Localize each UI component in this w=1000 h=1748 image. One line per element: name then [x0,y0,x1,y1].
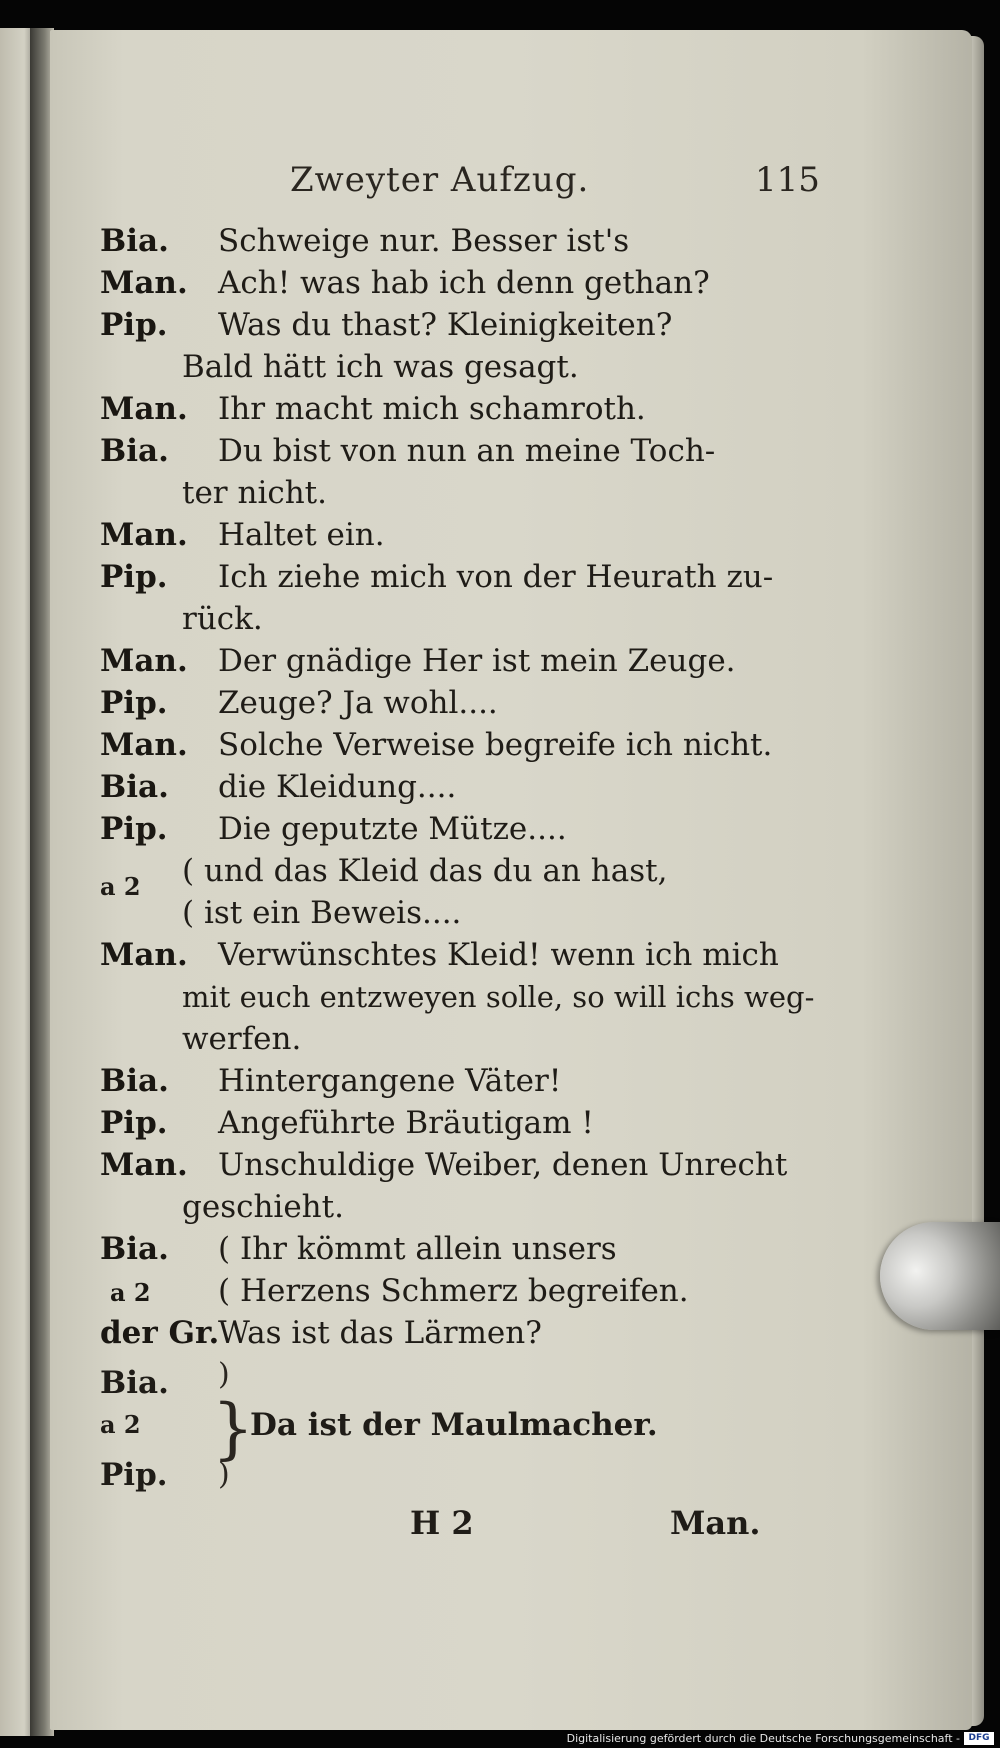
line-text: mit euch entzweyen solle, so will ichs weg- [182,980,815,1014]
line-text: Was ist das Lärmen? [218,1315,542,1351]
duet-line [100,1228,820,1270]
speaker: Bia. [100,1365,169,1401]
bracket-mark: ) [218,1457,230,1492]
speaker: Man. [100,727,188,763]
line-text: Zeuge? Ja wohl.... [218,685,498,721]
dialogue-continuation [100,1018,820,1060]
running-head [100,150,820,220]
line-text: Solche Verweise begreife ich nicht. [218,727,773,763]
speaker: Man. [100,265,188,301]
signature-mark: H 2 [410,1504,474,1542]
dialogue-line [100,514,820,556]
digitization-credit: Digitalisierung gefördert durch die Deutsche Forschungsgemeinschaft - [566,1732,960,1745]
dialogue-line [100,304,820,346]
speaker: Man. [100,517,188,553]
dfg-logo: DFG [964,1732,994,1745]
brace-mark: } [212,1390,254,1467]
line-text: Der gnädige Her ist mein Zeuge. [218,643,736,679]
line-text: Haltet ein. [218,517,385,553]
line-text: Ich ziehe mich von der Heurath zu- [218,559,774,595]
speaker: Man. [100,643,188,679]
catchword: Man. [670,1504,761,1542]
line-text: Die geputzte Mütze.... [218,811,567,847]
dialogue-line [100,388,820,430]
speaker: Pip. [100,685,168,721]
dialogue-line [100,934,820,976]
dialogue-line [100,1102,820,1144]
speaker: Bia. [100,1231,169,1267]
line-text: Was du thast? Kleinigkeiten? [218,307,673,343]
dialogue-line [100,724,820,766]
line-text: die Kleidung.... [218,769,457,805]
duet-label: a 2 [110,1278,151,1307]
line-text: Ihr macht mich schamroth. [218,391,646,427]
line-text: Du bist von nun an meine Toch- [218,433,716,469]
line-text: ter nicht. [182,475,327,511]
line-text: Verwünschtes Kleid! wenn ich mich [218,937,779,973]
line-text: ( Herzens Schmerz begreifen. [218,1273,689,1309]
line-text: Bald hätt ich was gesagt. [182,349,579,385]
duet-block [100,850,820,934]
speaker: Pip. [100,1457,168,1493]
line-text: Ach! was hab ich denn gethan? [218,265,710,301]
dialogue-line [100,640,820,682]
speaker: Pip. [100,559,168,595]
line-text: Da ist der Maulmacher. [250,1407,658,1443]
dialogue-continuation [100,976,820,1018]
speaker: Pip. [100,811,168,847]
dialogue-line [100,682,820,724]
line-text: Unschuldige Weiber, denen Unrecht [218,1147,788,1183]
line-text: ( Ihr kömmt allein unsers [218,1231,617,1267]
line-text: rück. [182,601,263,637]
speaker: Pip. [100,307,168,343]
dialogue-line [100,1060,820,1102]
dialogue-continuation [100,472,820,514]
page-text [100,150,820,1554]
speaker: Pip. [100,1105,168,1141]
running-head-title: Zweyter Aufzug. [290,160,590,200]
duet-label: a 2 [100,872,141,901]
speaker: Bia. [100,433,169,469]
line-text: werfen. [182,1021,302,1057]
duet-line [100,1270,820,1312]
ensemble-label: a 2 [100,1410,141,1439]
dialogue-line [100,262,820,304]
dialogue-line [100,766,820,808]
dialogue-line [100,1312,820,1354]
bracket-mark: ) [218,1357,230,1392]
dialogue-line [100,808,820,850]
speaker: Man. [100,937,188,973]
line-text: geschieht. [182,1189,344,1225]
dialogue-line [100,430,820,472]
dialogue-line [100,556,820,598]
speaker: Bia. [100,1063,169,1099]
dialogue-line [100,1144,820,1186]
speaker: Bia. [100,223,169,259]
dialogue-continuation [100,346,820,388]
ensemble-block [100,1354,820,1504]
dialogue-continuation [100,598,820,640]
dialogue-line [100,220,820,262]
page-number: 115 [755,160,820,200]
speaker: der Gr. [100,1315,220,1351]
line-text: Angeführte Bräutigam ! [218,1105,594,1141]
duet-line: ( ist ein Beweis.... [182,895,462,931]
line-text: Hintergangene Väter! [218,1063,562,1099]
page-footer [100,1504,820,1554]
page-holder-clip [880,1222,1000,1330]
speaker: Bia. [100,769,169,805]
speaker: Man. [100,391,188,427]
line-text: Schweige nur. Besser ist's [218,223,630,259]
speaker: Man. [100,1147,188,1183]
dialogue-continuation [100,1186,820,1228]
duet-line: ( und das Kleid das du an hast, [182,853,668,889]
